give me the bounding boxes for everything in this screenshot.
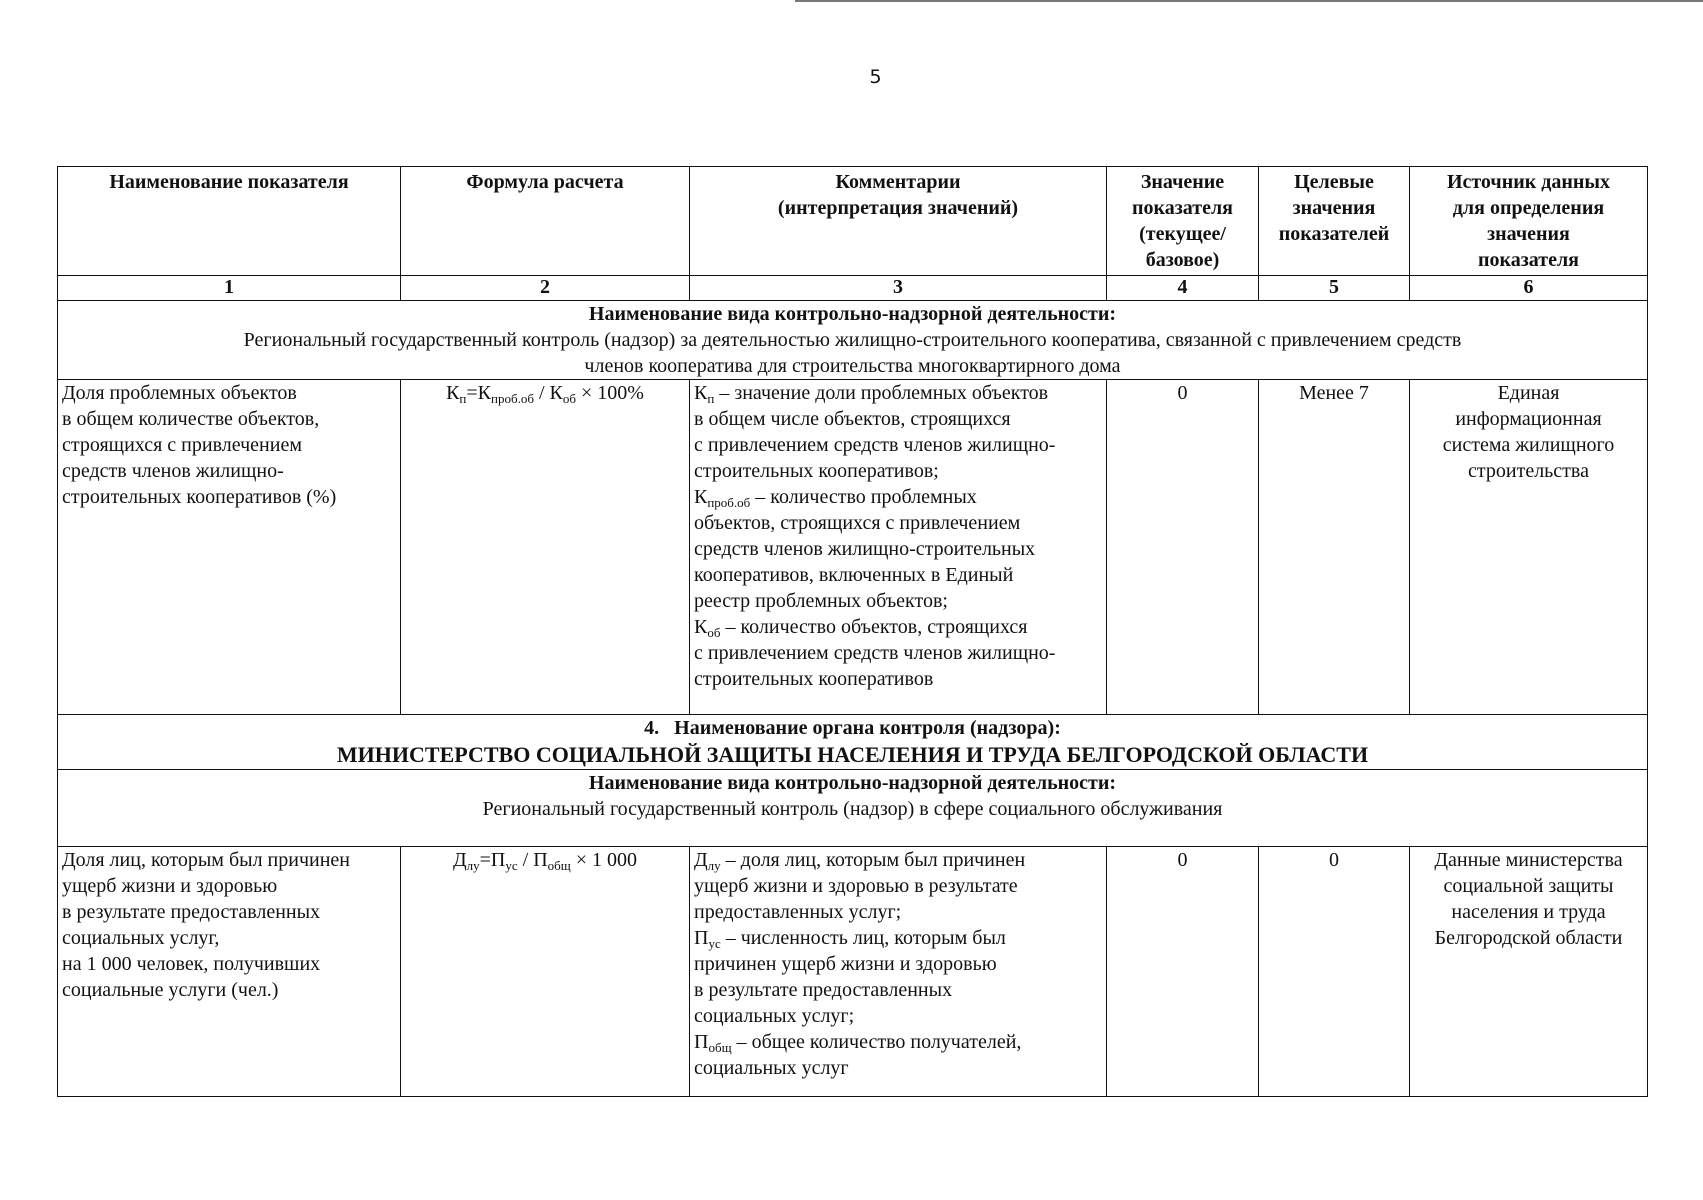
formula-tail: × 100% [575,382,644,404]
comment-line: с привлечением средств членов жилищно- [694,434,1056,456]
top-border-line [795,0,1703,2]
table-row [58,847,1648,1097]
comment-symbol: П [694,927,709,949]
indicator-name-line: Доля лиц, которым был причинен [62,849,350,871]
comment-cell [690,380,1107,715]
section-control-body [58,715,1648,770]
header-source-line2: для определения [1452,197,1605,219]
formula-div: / [533,382,550,404]
formula-k2: К [477,382,491,404]
comment-symbol-sub: лу [707,858,721,873]
formula-d: Д [452,849,467,871]
comment-symbol-sub: проб.об [707,495,751,510]
header-source [1410,167,1648,276]
header-comments-line1: Комментарии [835,171,961,193]
formula-tail: × 1 000 [570,849,638,871]
comment-text: – общее количество получателей, [731,1031,1022,1053]
section-activity-housing [58,301,1648,380]
comment-line [694,847,1102,873]
indicator-name-cell [58,847,401,1097]
section-control-body-title-text: Наименование органа контроля (надзора): [674,717,1061,739]
comment-cell [690,847,1107,1097]
formula-div: / [517,849,534,871]
header-target-line3: показателей [1278,223,1390,245]
formula-cell [401,380,690,715]
section-activity-social-cell [58,770,1648,847]
source-line: Единая [1497,382,1560,404]
formula-p2-sub: общ [547,858,571,873]
comment-symbol-sub: ус [708,936,721,951]
comment-text: – численность лиц, которым был [720,927,1006,949]
section-activity-title: Наименование вида контрольно-надзорной деятельности: [588,303,1117,325]
comment-line: причинен ущерб жизни и здоровью [694,953,997,975]
formula-k2-sub: проб.об [491,391,534,406]
formula-k-sub: п [459,391,467,406]
section-activity-social [58,770,1648,847]
page-number: 5 [869,66,882,88]
section-activity-text-line1: Региональный государственный контроль (надзор) за деятельностью жилищно-строительного кооператива, связанной с привлечением средств [243,329,1462,351]
comment-line: с привлечением средств членов жилищно- [694,642,1056,664]
formula-p1: П [490,849,506,871]
source-line: информационная [1455,408,1602,430]
comment-line: социальных услуг; [694,1005,855,1027]
source-cell [1410,847,1648,1097]
header-value-line4: базовое) [1145,249,1220,271]
header-value-line2: показателя [1131,197,1233,219]
header-formula: Формула расчета [401,167,690,276]
indicator-name-line: социальные услуги (чел.) [62,979,279,1001]
formula-d-sub: лу [466,858,480,873]
comment-text: – количество объектов, строящихся [720,616,1028,638]
comment-line: социальных услуг [694,1057,849,1079]
header-target [1259,167,1410,276]
comment-line: строительных кооперативов [694,668,934,690]
comment-symbol-sub: п [707,391,715,406]
section-control-body-cell [58,715,1648,770]
header-value-line3: (текущее/ [1139,223,1226,245]
column-number: 6 [1410,276,1648,301]
indicator-name-line: в результате предоставленных [62,901,321,923]
ministry-name: МИНИСТЕРСТВО СОЦИАЛЬНОЙ ЗАЩИТЫ НАСЕЛЕНИЯ И ТРУДА БЕЛГОРОДСКОЙ ОБЛАСТИ [336,742,1369,767]
indicator-name-cell [58,380,401,715]
header-source-line1: Источник данных [1446,171,1611,193]
section-activity-title: Наименование вида контрольно-надзорной деятельности: [588,772,1117,794]
formula-k: К [446,382,460,404]
comment-line: реестр проблемных объектов; [694,590,948,612]
formula-eq: = [479,849,491,871]
source-cell [1410,380,1648,715]
comment-line [694,925,1102,951]
indicator-name-line: на 1 000 человек, получивших [62,953,321,975]
target-cell: 0 [1259,847,1410,1097]
comment-line: строительных кооперативов; [694,460,939,482]
indicators-table [57,166,1648,1097]
column-number: 3 [690,276,1107,301]
indicator-name-line: строительных кооперативов (%) [62,486,337,508]
indicator-name-line: социальных услуг, [62,927,220,949]
formula-k3-sub: об [562,391,576,406]
indicator-name-line: Доля проблемных объектов [62,382,297,404]
indicator-name-line: средств членов жилищно- [62,460,284,482]
comment-line: в общем числе объектов, строящихся [694,408,1011,430]
comment-line: в результате предоставленных [694,979,953,1001]
indicator-name-line: в общем количестве объектов, [62,408,320,430]
column-numbers-row [58,276,1648,301]
source-line: строительства [1468,460,1589,482]
formula-eq: = [466,382,478,404]
comment-line: кооперативов, включенных в Единый [694,564,1014,586]
column-number: 4 [1107,276,1259,301]
header-target-line1: Целевые [1294,171,1374,193]
section-activity-housing-cell [58,301,1648,380]
header-value-line1: Значение [1140,171,1225,193]
source-line: населения и труда [1451,901,1606,923]
comment-symbol: К [694,616,708,638]
header-comments-line2: (интерпретация значений) [777,197,1019,219]
formula-p2: П [533,849,548,871]
formula-k3: К [549,382,563,404]
indicator-name-line: строящихся с привлечением [62,434,302,456]
comment-line: объектов, строящихся с привлечением [694,512,1021,534]
indicator-name-line: ущерб жизни и здоровью [62,875,278,897]
header-value [1107,167,1259,276]
comment-symbol: К [694,486,708,508]
value-cell: 0 [1107,380,1259,715]
comment-text: – значение доли проблемных объектов [714,382,1049,404]
comment-line [694,1029,1102,1055]
source-line: система жилищного [1442,434,1615,456]
comment-symbol-sub: общ [708,1040,732,1055]
target-cell: Менее 7 [1259,380,1410,715]
source-line: Данные министерства [1434,849,1623,871]
comment-line [694,484,1102,510]
comment-line: предоставленных услуг; [694,901,902,923]
column-number: 2 [401,276,690,301]
section-control-body-title [62,715,1643,741]
comment-line: ущерб жизни и здоровью в результате [694,875,1018,897]
section-activity-text-line2: членов кооператива для строительства многоквартирного дома [584,355,1121,377]
section-number: 4. [644,717,660,739]
comment-line [694,380,1102,406]
formula-p1-sub: ус [505,858,518,873]
header-target-line2: значения [1292,197,1376,219]
source-line: Белгородской области [1434,927,1623,949]
comment-symbol-sub: об [707,625,721,640]
source-line: социальной защиты [1443,875,1614,897]
comment-symbol: К [694,382,708,404]
value-cell: 0 [1107,847,1259,1097]
table-row [58,380,1648,715]
header-comments [690,167,1107,276]
formula-cell [401,847,690,1097]
column-number: 5 [1259,276,1410,301]
comment-line [694,614,1102,640]
header-source-line3: значения [1487,223,1570,245]
comment-symbol: Д [694,849,708,871]
header-indicator-name: Наименование показателя [58,167,401,276]
comment-text: – доля лиц, которым был причинен [720,849,1026,871]
section-activity-text-line1: Региональный государственный контроль (надзор) в сфере социального обслуживания [482,798,1223,820]
header-source-line4: показателя [1477,249,1579,271]
column-number: 1 [58,276,401,301]
comment-text: – количество проблемных [750,486,977,508]
comment-symbol: П [694,1031,709,1053]
comment-line: средств членов жилищно-строительных [694,538,1036,560]
table-header-row [58,167,1648,276]
